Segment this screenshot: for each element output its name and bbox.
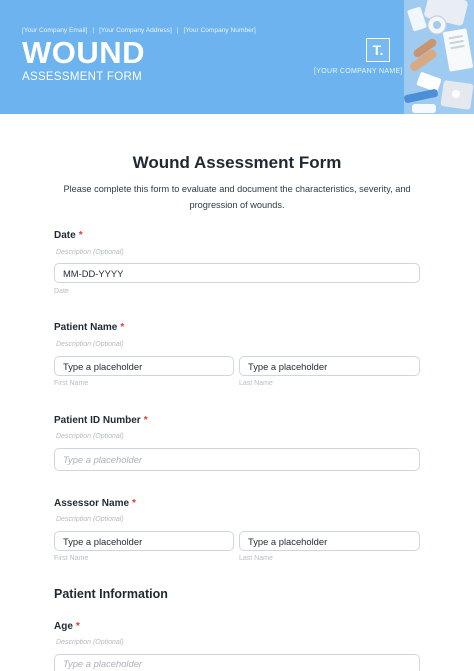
required-asterisk: *	[143, 415, 148, 426]
contact-line	[22, 27, 256, 34]
age-input[interactable]: Type a placeholder	[54, 654, 420, 671]
logo-letter: T.	[372, 42, 384, 58]
date-input[interactable]: MM-DD-YYYY	[54, 263, 420, 283]
patient-last-name-input[interactable]: Type a placeholder	[239, 356, 420, 376]
first-name-sublabel: First Name	[54, 555, 89, 562]
company-address: [Your Company Address]	[99, 27, 172, 34]
company-logo-icon	[366, 38, 390, 62]
required-asterisk: *	[78, 230, 83, 241]
patient-id-label	[54, 415, 148, 426]
first-name-sublabel: First Name	[54, 380, 89, 387]
assessor-name-label	[54, 498, 136, 509]
header-subtitle: ASSESSMENT FORM	[22, 71, 142, 83]
medical-supplies-image	[404, 0, 474, 114]
patient-first-name-input[interactable]: Type a placeholder	[54, 356, 234, 376]
patient-name-label	[54, 322, 124, 333]
patient-id-input[interactable]: Type a placeholder	[54, 448, 420, 471]
patient-id-description: Description (Optional)	[56, 433, 124, 440]
required-asterisk: *	[132, 498, 136, 509]
last-name-sublabel: Last Name	[239, 380, 273, 387]
company-email: [Your Company Email]	[22, 27, 88, 34]
age-label-text: Age	[54, 621, 73, 632]
age-label	[54, 621, 80, 632]
assessor-first-name-input[interactable]: Type a placeholder	[54, 531, 234, 551]
form-title: Wound Assessment Form	[132, 153, 342, 172]
patient-id-label-text: Patient ID Number	[54, 415, 141, 426]
company-name: [YOUR COMPANY NAME]	[314, 68, 403, 75]
patient-name-description: Description (Optional)	[56, 341, 124, 348]
company-number: [Your Company Number]	[183, 27, 256, 34]
date-sublabel: Date	[54, 288, 69, 295]
date-description: Description (Optional)	[56, 249, 124, 256]
age-description: Description (Optional)	[56, 639, 124, 646]
header-title: WOUND	[22, 35, 146, 70]
assessor-name-label-text: Assessor Name	[54, 498, 130, 509]
assessor-name-description: Description (Optional)	[56, 516, 124, 523]
patient-name-label-text: Patient Name	[54, 322, 118, 333]
date-label-text: Date	[54, 230, 76, 241]
required-asterisk: *	[75, 621, 80, 632]
form-description: Please complete this form to evaluate and document the characteristics, severity, and progression of wounds.	[63, 184, 411, 210]
required-asterisk: *	[120, 322, 125, 333]
separator: |	[176, 27, 179, 34]
header-banner	[0, 0, 474, 114]
section-patient-information: Patient Information	[54, 587, 168, 601]
assessor-last-name-input[interactable]: Type a placeholder	[239, 531, 420, 551]
date-label	[54, 230, 83, 241]
last-name-sublabel: Last Name	[239, 555, 273, 562]
separator: |	[92, 27, 95, 34]
